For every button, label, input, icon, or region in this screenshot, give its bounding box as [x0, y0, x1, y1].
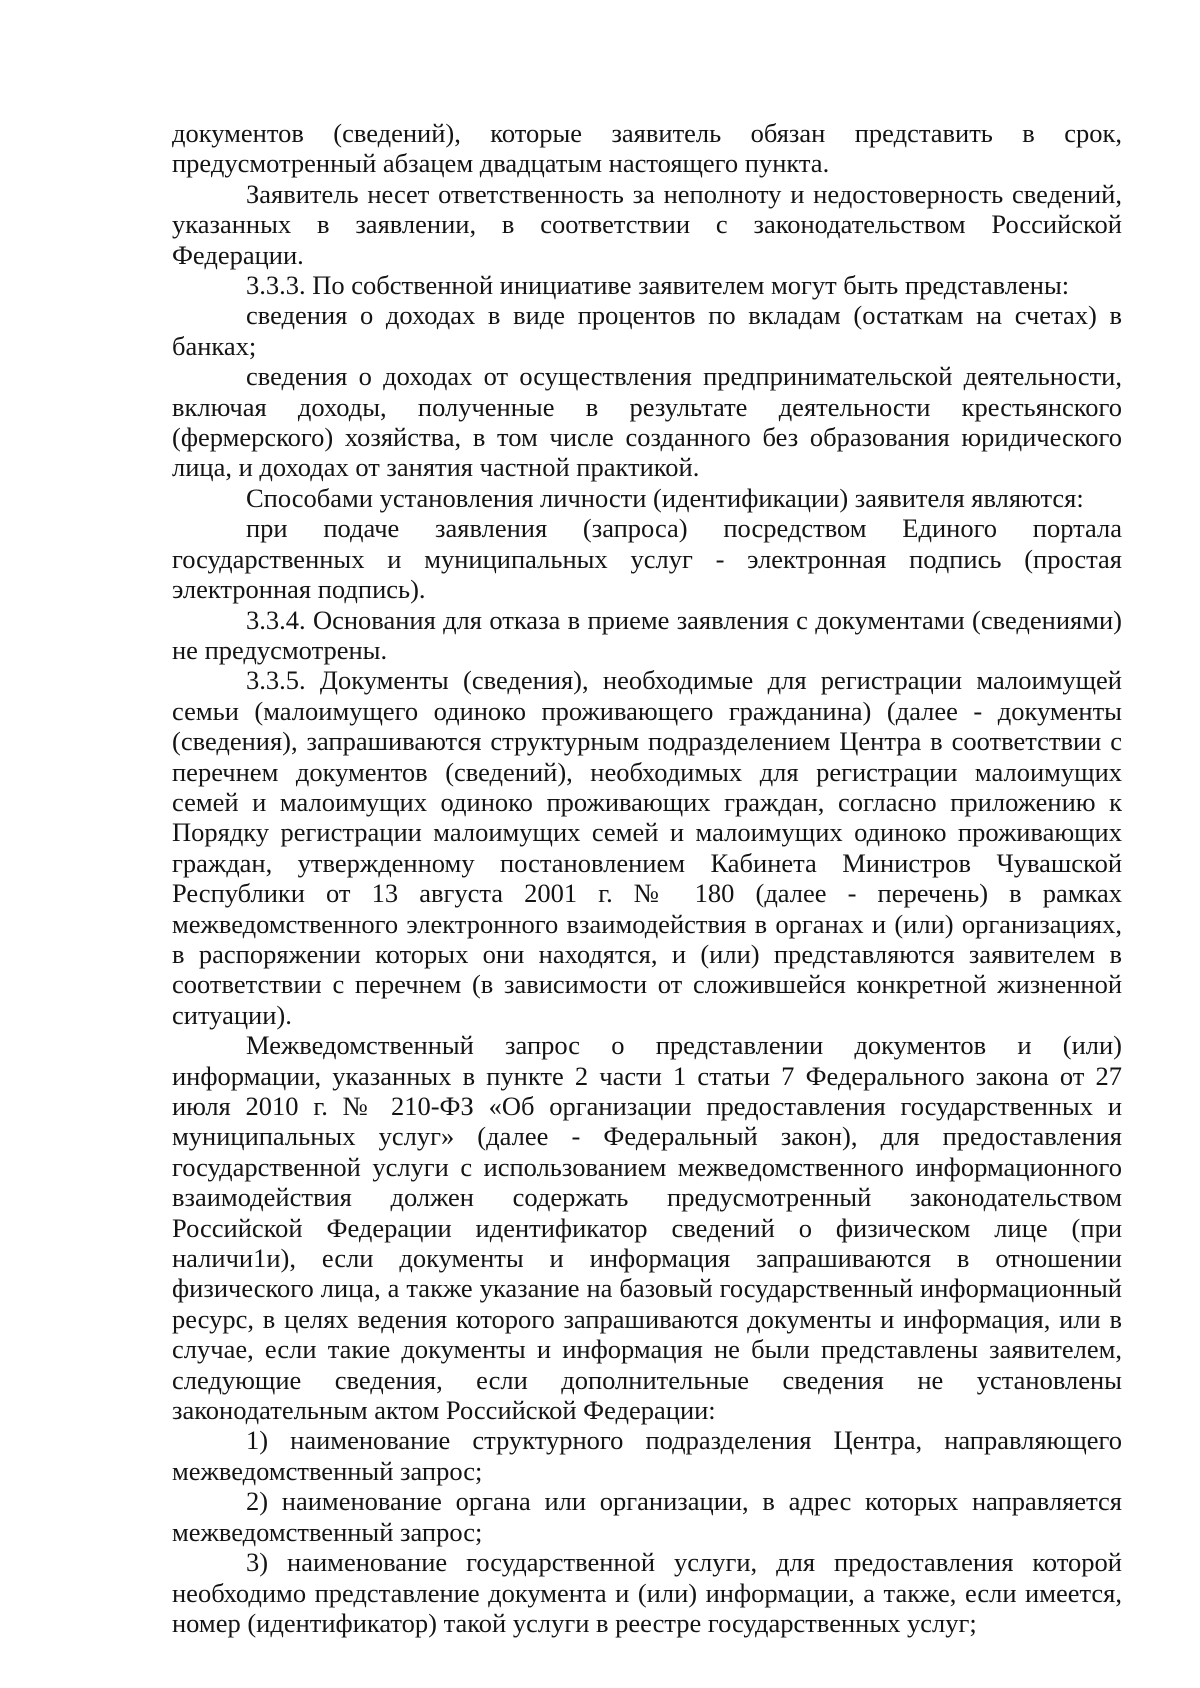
paragraph-continuation: документов (сведений), которые заявитель обязан представить в срок, предусмотренный абзацем двадцатым настоящего пункта.	[172, 118, 1122, 179]
list-item-1: 1) наименование структурного подразделения Центра, направляющего межведомственный запрос;	[172, 1425, 1122, 1486]
document-body	[172, 118, 1122, 1638]
paragraph-3-3-3: 3.3.3. По собственной инициативе заявителем могут быть представлены:	[246, 270, 1070, 301]
paragraph-3-3-5: 3.3.5. Документы (сведения), необходимые для регистрации малоимущей семьи (малоимущего одиноко проживающего гражданина) (далее - документы (сведения), запрашиваются структурным подразделением Центра в соответствии с перечнем документов (сведений), необходимых для регистрации малоимущих семей и малоимущих одиноко проживающих граждан, согласно приложению к Порядку регистрации малоимущих семей и малоимущих одиноко проживающих граждан, утвержденному постановлением Кабинета Министров Чувашской Республики от 13 августа 2001 г. № 180 (далее - перечень) в рамках межведомственного электронного взаимодействия в органах и (или) организациях, в распоряжении которых они находятся, и (или) представляются заявителем в соответствии с перечнем (в зависимости от сложившейся конкретной жизненной ситуации).	[172, 665, 1122, 1030]
paragraph-business-income: сведения о доходах от осуществления предпринимательской деятельности, включая доходы, полученные в результате деятельности крестьянского (фермерского) хозяйства, в том числе созданного без образования юридического лица, и доходах от занятия частной практикой.	[172, 361, 1122, 483]
paragraph-identification-methods: Способами установления личности (идентификации) заявителя являются:	[246, 482, 1084, 513]
paragraph-applicant-responsibility: Заявитель несет ответственность за неполноту и недостоверность сведений, указанных в заявлении, в соответствии с законодательством Российской Федерации.	[172, 178, 1122, 270]
paragraph-bank-income: сведения о доходах в виде процентов по вкладам (остаткам на счетах) в банках;	[172, 300, 1122, 361]
paragraph-interagency-request: Межведомственный запрос о представлении документов и (или) информации, указанных в пункте 2 части 1 статьи 7 Федерального закона от 27 июля 2010 г. № 210-ФЗ «Об организации предоставления государственных и муниципальных услуг» (далее - Федеральный закон), для предоставления государственной услуги с использованием межведомственного информационного взаимодействия должен содержать предусмотренный законодательством Российской Федерации идентификатор сведений о физическом лице (при наличи1и), если документы и информация запрашиваются в отношении физического лица, а также указание на базовый государственный информационный ресурс, в целях ведения которого запрашиваются документы и информация, или в случае, если такие документы и информация не были представлены заявителем, следующие сведения, если дополнительные сведения не установлены законодательным актом Российской Федерации:	[172, 1030, 1122, 1426]
paragraph-3-3-4: 3.3.4. Основания для отказа в приеме заявления с документами (сведениями) не предусмотрены.	[172, 604, 1122, 665]
list-item-3: 3) наименование государственной услуги, для предоставления которой необходимо представление документа и (или) информации, а также, если имеется, номер (идентификатор) такой услуги в реестре государственных услуг;	[172, 1547, 1122, 1638]
paragraph-electronic-signature: при подаче заявления (запроса) посредством Единого портала государственных и муниципальных услуг - электронная подпись (простая электронная подпись).	[172, 513, 1122, 605]
list-item-2: 2) наименование органа или организации, в адрес которых направляется межведомственный запрос;	[172, 1486, 1122, 1547]
